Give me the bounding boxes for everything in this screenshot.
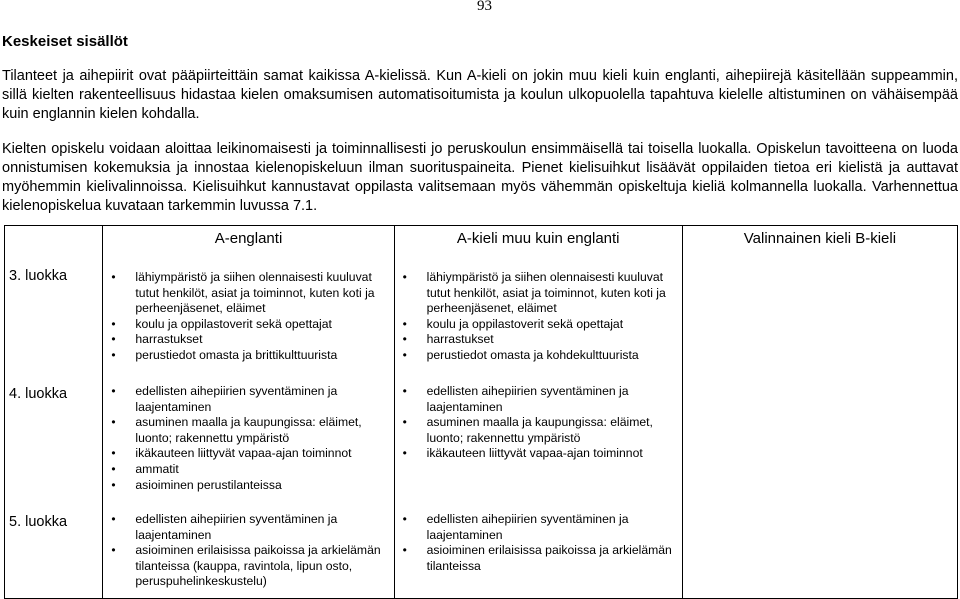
list-item: • lähiympäristö ja siihen olennaisesti kuuluvat tutut henkilöt, asiat ja toiminnot, kuten koti ja perheenjäsenet, eläimet bbox=[395, 270, 678, 317]
paragraph-intro: Tilanteet ja aihepiirit ovat pääpiirteittäin samat kaikissa A-kielissä. Kun A-kieli on jokin muu kieli kuin englanti, aihepiirejä käsitellään suppeammin, sillä kielten rakenteellisuus hidastaa kielen omaksumisen automatisoitumista ja koulun ulkopuolella tapahtuva kielelle altistuminen on vähäisempää kuin englannin kielen kohdalla. bbox=[2, 68, 958, 122]
topic-list bbox=[395, 258, 682, 364]
paragraph-early-language: Kielten opiskelu voidaan aloittaa leikinomaisesti ja toiminnallisesti jo peruskoulun ensimmäisellä tai toisella luokalla. Opiskelun tavoitteena on luoda onnistumisen kokemuksia ja innostaa kielenopiskeluun ilman suorituspaineita. Pienet kielisuihkut lisäävät oppilaiden tietoa eri kielistä ja auttavat myöhemmin kielivalinnoissa. Kielisuihkut kannustavat oppilasta valitsemaan myös vähemmän opiskeltuja kieliä kolmannella luokalla. Varhennettua kielenopiskelua kuvataan tarkemmin luvussa 7.1. bbox=[2, 141, 958, 214]
list-item: • asioiminen erilaisissa paikoissa ja arkielämän tilanteissa (kauppa, ravintola, lipun osto, peruspuhelinkeskustelu) bbox=[103, 543, 389, 590]
list-item: • asioiminen erilaisissa paikoissa ja arkielämän tilanteissa bbox=[395, 543, 678, 574]
page-number: 93 bbox=[477, 0, 492, 14]
table-row bbox=[5, 504, 958, 599]
topic-list bbox=[395, 504, 682, 574]
grade-label: 5. luokka bbox=[5, 504, 103, 599]
list-item: • edellisten aihepiirien syventäminen ja laajentaminen bbox=[395, 384, 678, 415]
list-item: • asuminen maalla ja kaupungissa: eläimet, luonto; rakennettu ympäristö bbox=[395, 415, 678, 446]
content-table bbox=[4, 225, 958, 599]
header-empty bbox=[5, 226, 103, 259]
list-item: • koulu ja oppilastoverit sekä opettajat bbox=[103, 317, 389, 333]
topic-list bbox=[683, 258, 957, 266]
topic-list bbox=[395, 376, 682, 462]
list-item: • edellisten aihepiirien syventäminen ja laajentaminen bbox=[395, 512, 678, 543]
table-row bbox=[5, 376, 958, 504]
topic-list bbox=[103, 258, 393, 364]
list-item: • perustiedot omasta ja brittikulttuurista bbox=[103, 348, 389, 364]
list-item: • asioiminen perustilanteissa bbox=[103, 478, 389, 494]
list-item: • harrastukset bbox=[103, 332, 389, 348]
table-header-row bbox=[5, 226, 958, 259]
list-item: • ikäkauteen liittyvät vapaa-ajan toiminnot bbox=[103, 446, 389, 462]
topic-list bbox=[683, 504, 957, 512]
list-item: • lähiympäristö ja siihen olennaisesti kuuluvat tutut henkilöt, asiat ja toiminnot, kuten koti ja perheenjäsenet, eläimet bbox=[103, 270, 389, 317]
list-item: • asuminen maalla ja kaupungissa: eläimet, luonto; rakennettu ympäristö bbox=[103, 415, 389, 446]
section-heading: Keskeiset sisällöt bbox=[2, 33, 128, 50]
header-a-muu: A-kieli muu kuin englanti bbox=[394, 226, 682, 259]
header-a-englanti: A-englanti bbox=[103, 226, 394, 259]
list-item: • harrastukset bbox=[395, 332, 678, 348]
list-item: • ikäkauteen liittyvät vapaa-ajan toiminnot bbox=[395, 446, 678, 462]
table-row bbox=[5, 258, 958, 376]
header-b-kieli: Valinnainen kieli B-kieli bbox=[682, 226, 957, 259]
list-item: • perustiedot omasta ja kohdekulttuurista bbox=[395, 348, 678, 364]
topic-list bbox=[103, 376, 393, 493]
grade-label: 4. luokka bbox=[5, 376, 103, 504]
list-item: • ammatit bbox=[103, 462, 389, 478]
list-item: • edellisten aihepiirien syventäminen ja laajentaminen bbox=[103, 512, 389, 543]
topic-list bbox=[103, 504, 393, 590]
grade-label: 3. luokka bbox=[5, 258, 103, 376]
list-item: • edellisten aihepiirien syventäminen ja laajentaminen bbox=[103, 384, 389, 415]
topic-list bbox=[683, 376, 957, 384]
list-item: • koulu ja oppilastoverit sekä opettajat bbox=[395, 317, 678, 333]
